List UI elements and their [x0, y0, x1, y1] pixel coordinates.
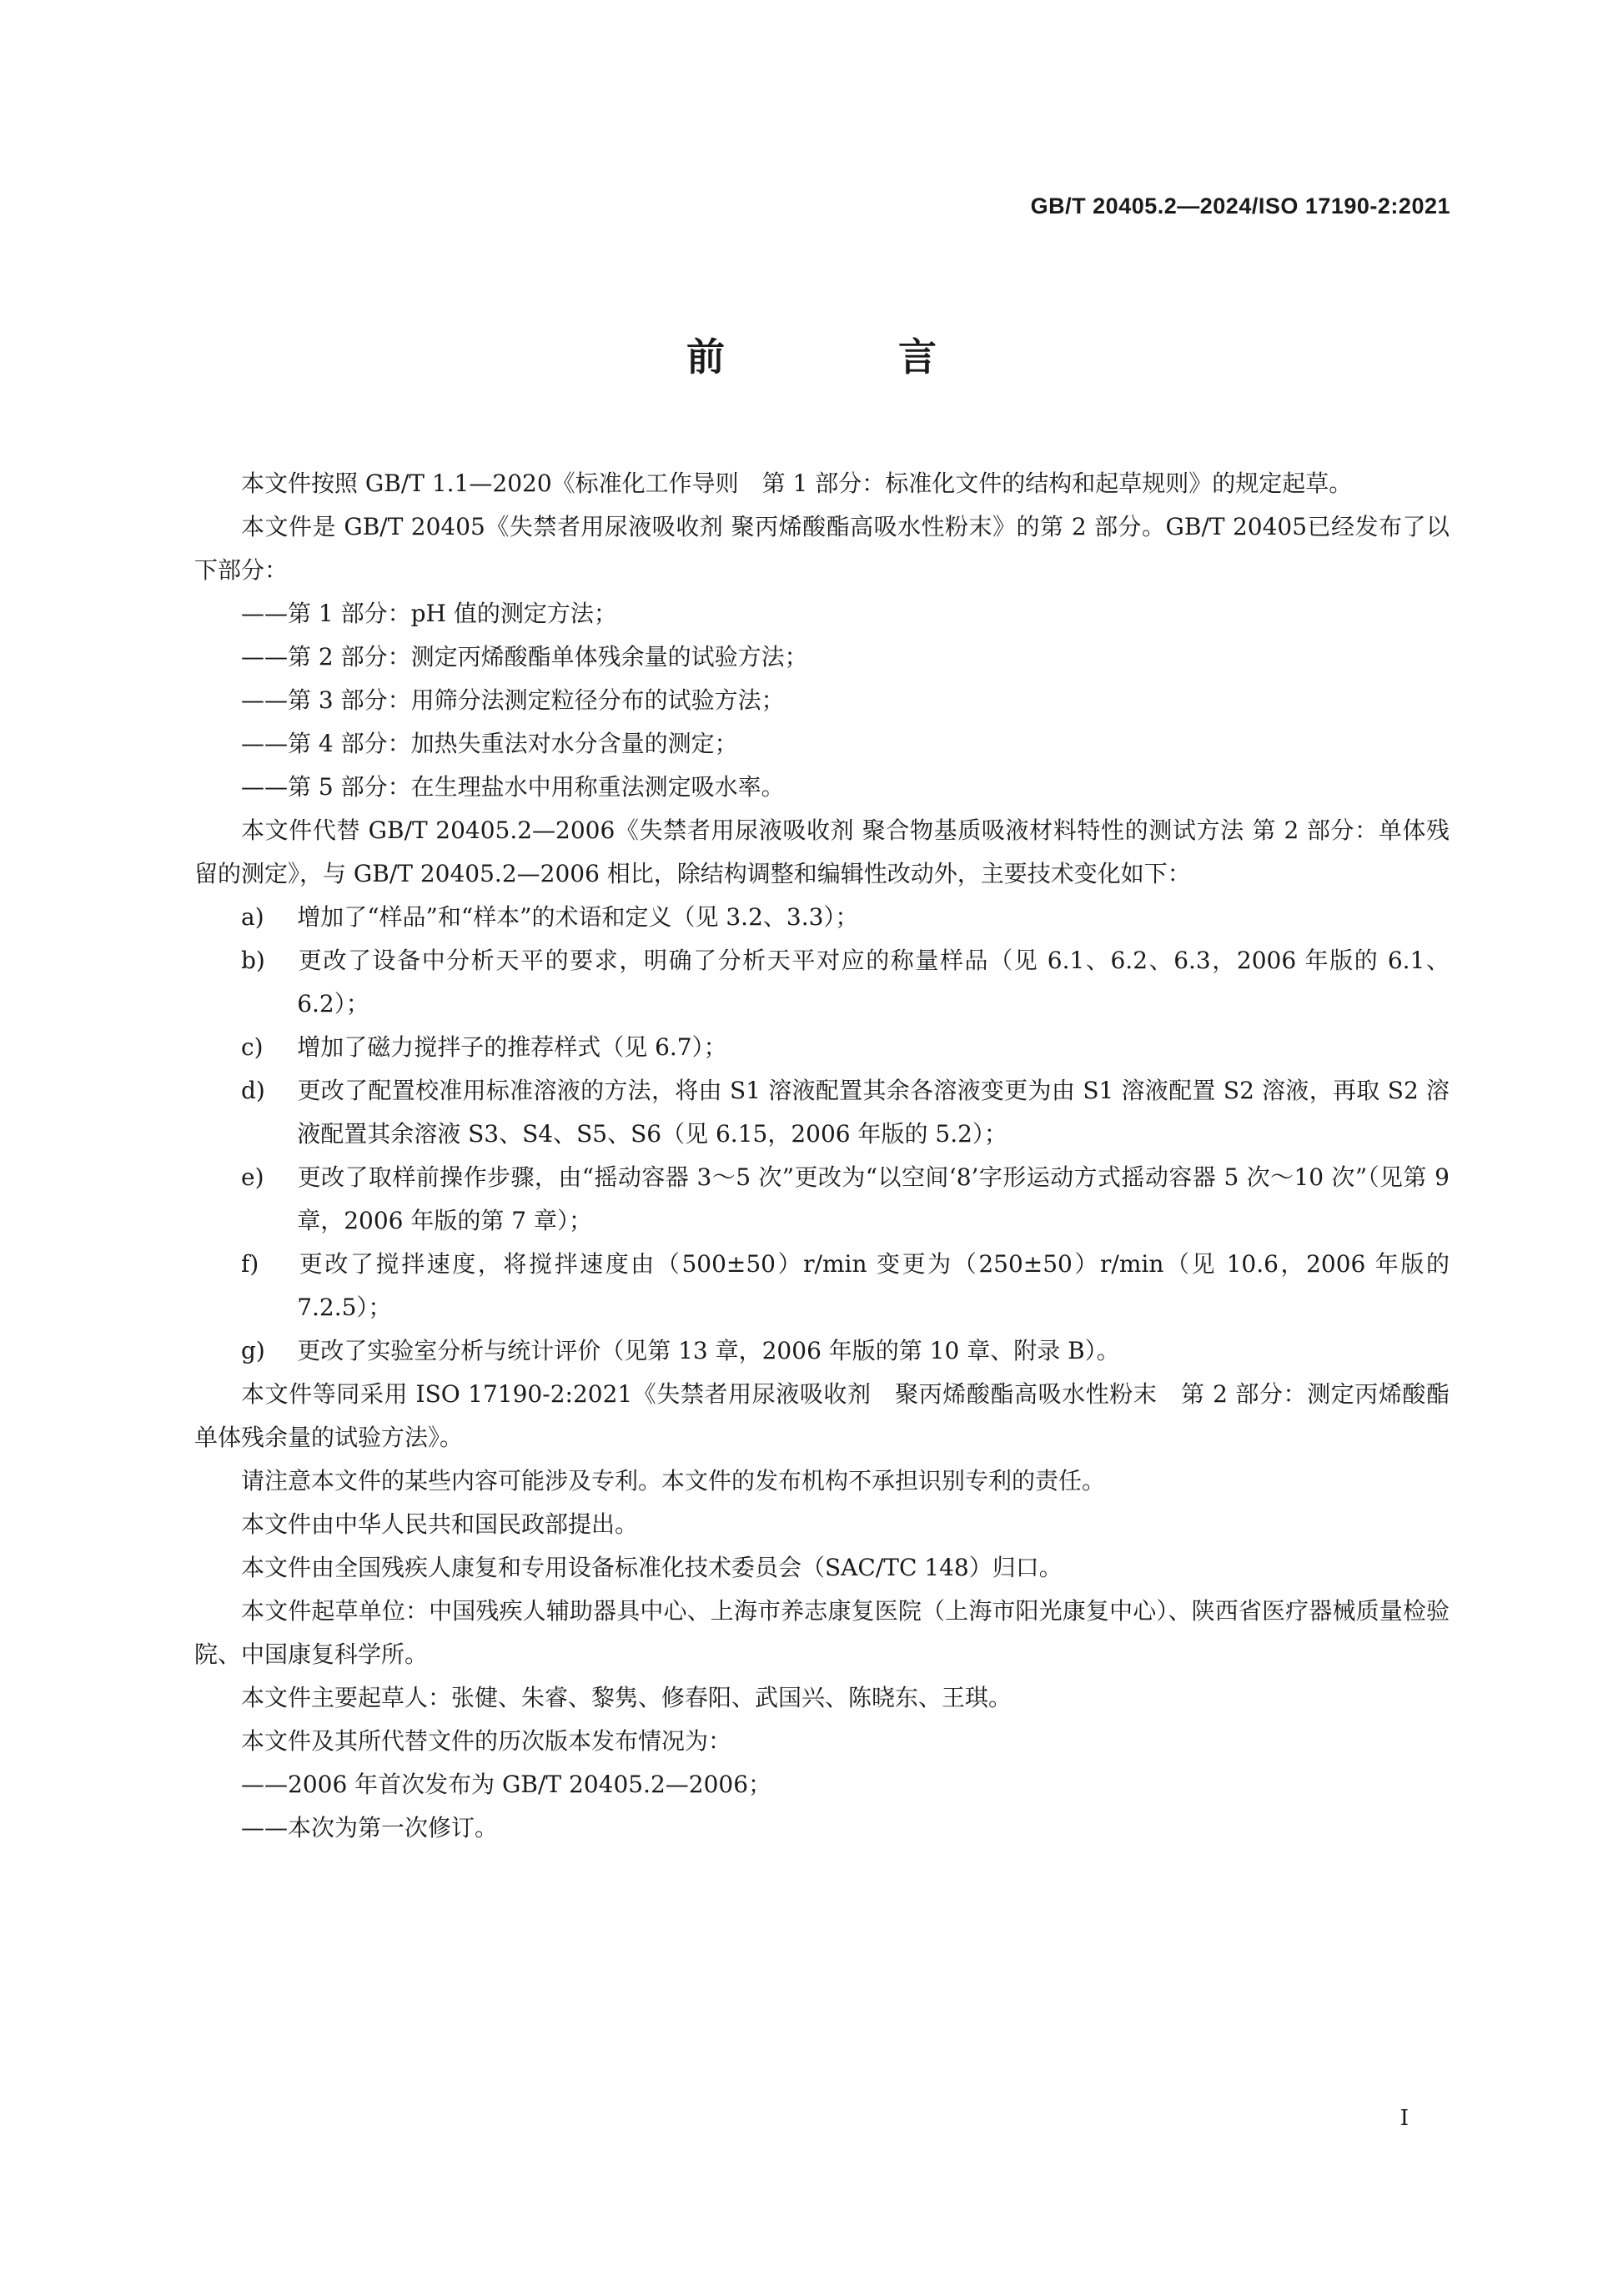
- list-item-part-2: ——第 2 部分：测定丙烯酸酯单体残余量的试验方法；: [241, 643, 808, 671]
- paragraph-replaces: 本文件代替 GB/T 20405.2—2006《失禁者用尿液吸收剂 聚合物基质吸液材料特性的测试方法 第 2 部分：单体残留的测定》，与 GB/T 20405.2—2006 相比，除结构调整和编辑性改动外，主要技术变化如下：: [194, 816, 1450, 887]
- change-item-a: [194, 896, 1450, 939]
- change-item-f: [194, 1243, 1450, 1329]
- change-text: 增加了“样品”和“样本”的术语和定义（见 3.2、3.3）；: [297, 903, 859, 931]
- change-label: e): [241, 1163, 264, 1191]
- change-text: 更改了设备中分析天平的要求，明确了分析天平对应的称量样品（见 6.1、6.2、6.3，2006 年版的 6.1、6.2）；: [297, 947, 1450, 1017]
- list-item-part-3: ——第 3 部分：用筛分法测定粒径分布的试验方法；: [241, 686, 785, 714]
- change-text: 更改了取样前操作步骤，由“摇动容器 3～5 次”更改为“以空间‘8’字形运动方式摇动容器 5 次～10 次”（见第 9 章，2006 年版的第 7 章）；: [297, 1163, 1450, 1234]
- list-item-part-1: ——第 1 部分：pH 值的测定方法；: [241, 600, 617, 627]
- list-item-part-5: ——第 5 部分：在生理盐水中用称重法测定吸水率。: [241, 773, 785, 801]
- change-item-e: [194, 1156, 1450, 1243]
- change-item-g: [194, 1329, 1450, 1373]
- change-item-d: [194, 1069, 1450, 1156]
- change-label: b): [241, 947, 265, 974]
- foreword-body: [194, 462, 1450, 1850]
- change-text: 更改了实验室分析与统计评价（见第 13 章，2006 年版的第 10 章、附录 B）。: [297, 1337, 1120, 1364]
- change-label: f): [241, 1250, 259, 1278]
- change-text: 更改了配置校准用标准溶液的方法，将由 S1 溶液配置其余各溶液变更为由 S1 溶液配置 S2 溶液，再取 S2 溶液配置其余溶液 S3、S4、S5、S6（见 6.15，2006 年版的 5.2）；: [297, 1077, 1450, 1148]
- list-item-history-2: ——本次为第一次修订。: [241, 1814, 499, 1841]
- change-item-b: [194, 939, 1450, 1026]
- paragraph-drafting-rule: 本文件按照 GB/T 1.1—2020《标准化工作导则 第 1 部分：标准化文件的结构和起草规则》的规定起草。: [241, 470, 1353, 497]
- paragraph-under-jurisdiction: 本文件由全国残疾人康复和专用设备标准化技术委员会（SAC/TC 148）归口。: [241, 1554, 1063, 1581]
- paragraph-drafters: 本文件主要起草人：张健、朱睿、黎隽、修春阳、武国兴、陈晓东、王琪。: [241, 1684, 1012, 1711]
- paragraph-iso-adoption: 本文件等同采用 ISO 17190-2:2021《失禁者用尿液吸收剂 聚丙烯酸酯高吸水性粉末 第 2 部分：测定丙烯酸酯单体残余量的试验方法》。: [194, 1380, 1450, 1451]
- paragraph-proposed-by: 本文件由中华人民共和国民政部提出。: [241, 1510, 639, 1538]
- page-title: 前 言: [686, 334, 1017, 379]
- change-text: 增加了磁力搅拌子的推荐样式（见 6.7）；: [297, 1033, 727, 1061]
- paragraph-series-intro: 本文件是 GB/T 20405《失禁者用尿液吸收剂 聚丙烯酸酯高吸水性粉末》的第 2 部分。GB/T 20405已经发布了以下部分：: [194, 513, 1450, 584]
- paragraph-history-intro: 本文件及其所代替文件的历次版本发布情况为：: [241, 1727, 732, 1755]
- standard-code: GB/T 20405.2—2024/ISO 17190-2:2021: [1030, 193, 1450, 219]
- paragraph-patent-notice: 请注意本文件的某些内容可能涉及专利。本文件的发布机构不承担识别专利的责任。: [241, 1467, 1106, 1495]
- change-item-c: [194, 1026, 1450, 1069]
- page-number: I: [1399, 2106, 1409, 2131]
- change-label: g): [241, 1337, 265, 1364]
- change-label: a): [241, 903, 264, 931]
- change-text: 更改了搅拌速度，将搅拌速度由（500±50）r/min 变更为（250±50）r/min（见 10.6，2006 年版的 7.2.5）；: [297, 1250, 1450, 1321]
- change-label: c): [241, 1033, 264, 1061]
- list-item-part-4: ——第 4 部分：加热失重法对水分含量的测定；: [241, 730, 738, 757]
- list-item-history-1: ——2006 年首次发布为 GB/T 20405.2—2006；: [241, 1771, 772, 1798]
- change-label: d): [241, 1077, 265, 1104]
- paragraph-drafting-units: 本文件起草单位：中国残疾人辅助器具中心、上海市养志康复医院（上海市阳光康复中心）、陕西省医疗器械质量检验院、中国康复科学所。: [194, 1597, 1450, 1668]
